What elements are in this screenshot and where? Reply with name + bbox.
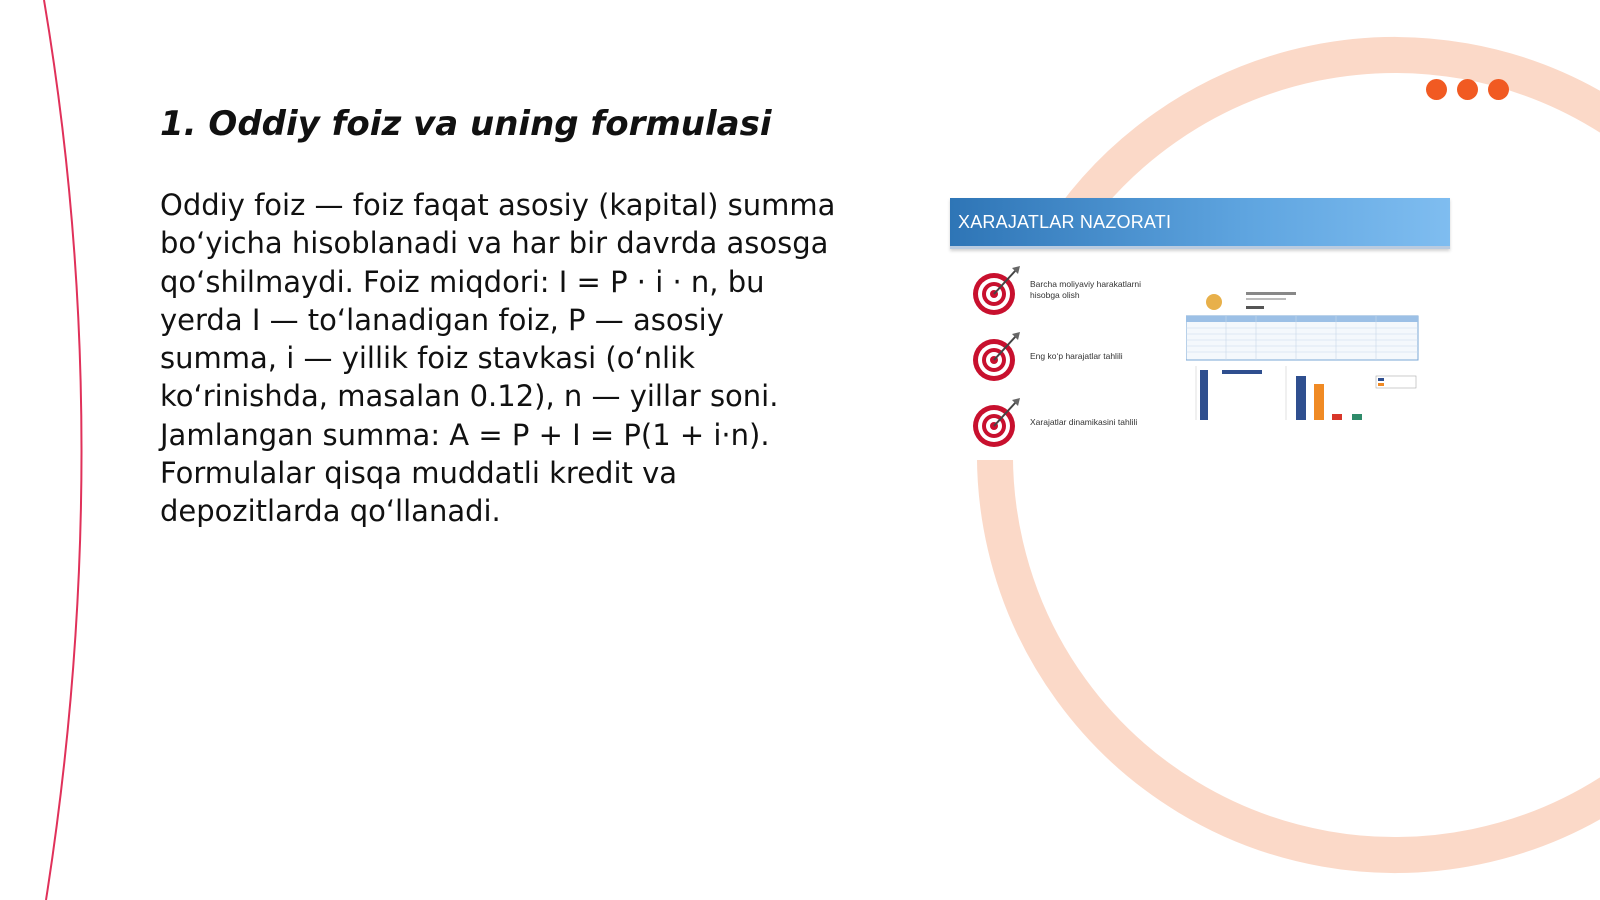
thumbnail-chart-left [1196, 366, 1262, 420]
embedded-slide-header [950, 198, 1450, 249]
slide-dots [1426, 79, 1509, 100]
goal-item [970, 396, 1150, 448]
target-dart-icon [970, 264, 1022, 316]
accent-dot [1488, 79, 1509, 100]
target-dart-icon [970, 330, 1022, 382]
embedded-slide-header-text: XARAJATLAR NAZORATI [958, 211, 1172, 232]
slide-title: 1. Oddiy foiz va uning formulasi [160, 104, 772, 144]
goal-item [970, 330, 1150, 382]
goal-item [970, 264, 1150, 316]
goal-label: Barcha moliyaviy harakatlarni hisobga olish [1030, 279, 1142, 300]
slide-body-text: Oddiy foiz — foiz faqat asosiy (kapital) summa bo‘yicha hisoblanadi va har bir davrda asosga qo‘shilmaydi. Foiz miqdori: I = P · i · n, bu yerda I — to‘lanadigan foiz, P — asosiy summa, i — yillik foiz stavkasi (o‘nlik ko‘rinishda, masalan 0.12), n — yillar soni. Jamlangan summa: A = P + I = P(1 + i·n). Formulalar qisqa muddatli kredit va depozitlarda qo‘llanadi. [160, 188, 836, 529]
thumbnail-avatar [1206, 294, 1222, 310]
dashboard-thumbnail [1186, 290, 1426, 430]
accent-dot [1426, 79, 1447, 100]
thumbnail-table [1186, 316, 1418, 360]
accent-dot [1457, 79, 1478, 100]
goal-label: Xarajatlar dinamikasini tahlili [1030, 416, 1138, 427]
embedded-slide-image [950, 198, 1450, 460]
goal-label: Eng ko‘p harajatlar tahlili [1030, 350, 1123, 361]
left-accent-line [44, 0, 82, 900]
thumbnail-chart-right [1286, 366, 1416, 420]
target-dart-icon [970, 396, 1022, 448]
